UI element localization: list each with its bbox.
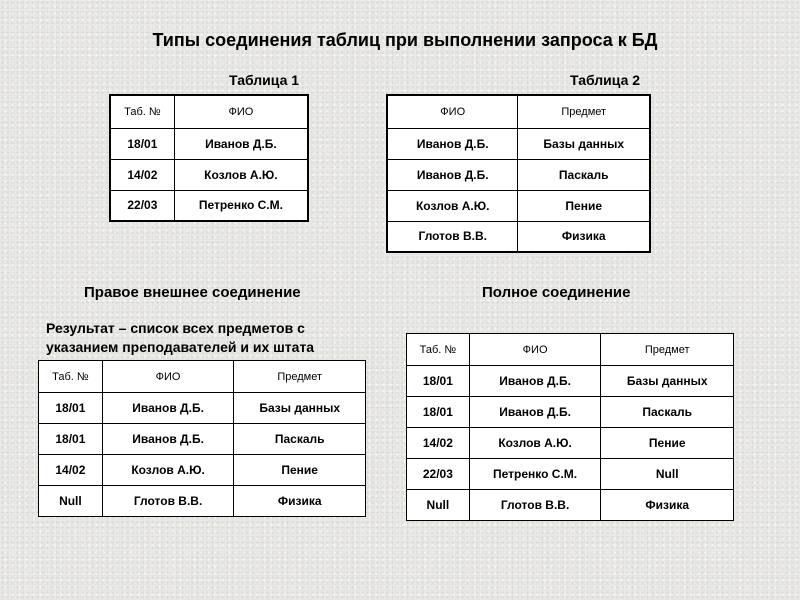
table-row [387,221,650,252]
cell: Физика [601,490,734,521]
header-cell: Таб. № [39,361,103,393]
table-row [39,455,366,486]
cell: 22/03 [407,459,470,490]
cell: Null [601,459,734,490]
cell: 18/01 [39,393,103,424]
table-row [407,366,734,397]
cell: Физика [234,486,366,517]
cell: 22/03 [110,190,174,221]
table-row [110,190,308,221]
right-join-table [38,360,366,517]
cell: 18/01 [407,397,470,428]
cell: Глотов В.В. [102,486,234,517]
cell: Null [407,490,470,521]
cell: Иванов Д.Б. [102,424,234,455]
table2-label: Таблица 2 [570,72,641,88]
table-row [39,393,366,424]
cell: Козлов А.Ю. [387,190,518,221]
cell: Null [39,486,103,517]
header-cell: ФИО [102,361,234,393]
cell: Паскаль [518,159,650,190]
cell: Иванов Д.Б. [387,159,518,190]
table-row [387,190,650,221]
cell: Глотов В.В. [387,221,518,252]
right-join-description: Результат – список всех предметов с указанием преподавателей и их штата [46,320,315,355]
cell: Иванов Д.Б. [469,366,601,397]
cell: Пение [234,455,366,486]
table1 [109,94,309,222]
page-title: Типы соединения таблиц при выполнении запроса к БД [152,30,658,50]
table-header-row [407,334,734,366]
header-cell: Предмет [234,361,366,393]
table-row [387,159,650,190]
table1-label: Таблица 1 [229,72,300,88]
cell: 18/01 [407,366,470,397]
table-row [39,424,366,455]
table-header-row [387,95,650,128]
cell: Паскаль [601,397,734,428]
cell: Петренко С.М. [174,190,308,221]
cell: Петренко С.М. [469,459,601,490]
cell: 18/01 [39,424,103,455]
cell: Иванов Д.Б. [469,397,601,428]
cell: 18/01 [110,128,174,159]
full-join-heading: Полное соединение [482,284,631,301]
table-row [407,490,734,521]
cell: Паскаль [234,424,366,455]
cell: 14/02 [39,455,103,486]
cell: Базы данных [234,393,366,424]
table-row [387,128,650,159]
table-row [407,428,734,459]
cell: Козлов А.Ю. [102,455,234,486]
cell: 14/02 [110,159,174,190]
table-header-row [110,95,308,128]
table-row [407,397,734,428]
header-cell: Предмет [518,95,650,128]
table2 [386,94,651,253]
header-cell: ФИО [387,95,518,128]
header-cell: ФИО [469,334,601,366]
cell: Пение [601,428,734,459]
cell: Иванов Д.Б. [102,393,234,424]
cell: Базы данных [601,366,734,397]
header-cell: Таб. № [110,95,174,128]
header-cell: ФИО [174,95,308,128]
cell: Иванов Д.Б. [387,128,518,159]
table-row [407,459,734,490]
header-cell: Предмет [601,334,734,366]
cell: Пение [518,190,650,221]
right-join-heading: Правое внешнее соединение [84,284,301,301]
cell: Козлов А.Ю. [174,159,308,190]
cell: Козлов А.Ю. [469,428,601,459]
table-header-row [39,361,366,393]
full-join-table [406,333,734,521]
cell: 14/02 [407,428,470,459]
header-cell: Таб. № [407,334,470,366]
cell: Иванов Д.Б. [174,128,308,159]
cell: Базы данных [518,128,650,159]
table-row [110,159,308,190]
table-row [39,486,366,517]
table-row [110,128,308,159]
cell: Глотов В.В. [469,490,601,521]
cell: Физика [518,221,650,252]
